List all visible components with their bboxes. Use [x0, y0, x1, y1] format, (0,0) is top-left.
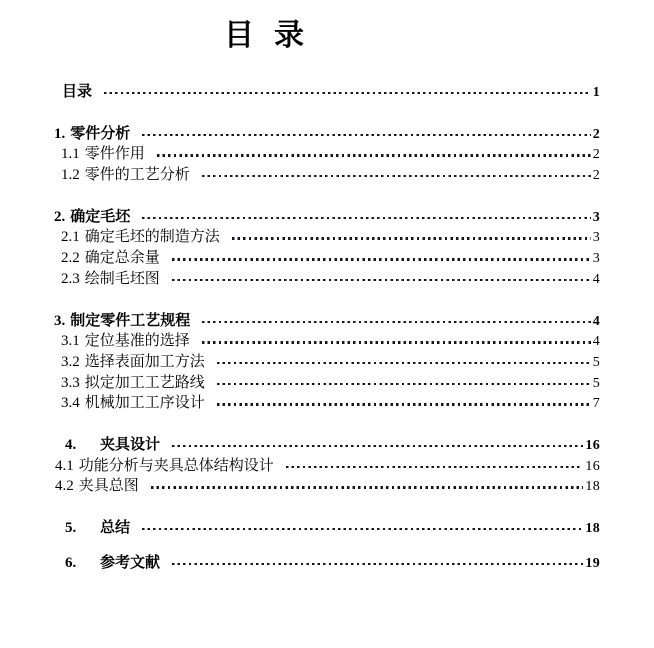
dot-leader — [142, 207, 591, 228]
entry-label: 总结 — [100, 520, 131, 536]
dot-leader — [217, 393, 592, 414]
entry-number: 4.2 — [55, 478, 74, 495]
entry-number: 3. — [54, 312, 66, 329]
entry-label: 参考文献 — [100, 554, 161, 571]
entry-label: 定位基准的选择 — [84, 333, 190, 350]
toc-entry[interactable] — [0, 476, 600, 497]
toc-entry[interactable] — [0, 207, 600, 228]
entry-page-number: 3 — [592, 251, 600, 267]
entry-number: 6. — [65, 554, 77, 571]
dot-leader — [217, 373, 592, 394]
toc-entry[interactable] — [0, 518, 600, 539]
entry-label: 目录 — [62, 84, 93, 100]
entry-number: 2. — [54, 208, 66, 225]
entry-page-number: 5 — [592, 354, 600, 370]
toc-entry[interactable] — [0, 124, 600, 145]
entry-label: 功能分析与夹具总体结构设计 — [78, 457, 274, 474]
entry-number: 2.3 — [61, 270, 80, 287]
toc-entry[interactable] — [0, 456, 600, 477]
dot-leader — [286, 456, 585, 477]
entry-label: 选择表面加工方法 — [84, 353, 205, 370]
entry-label: 零件分析 — [70, 125, 131, 142]
entry-page-number: 4 — [592, 271, 600, 287]
toc-group — [0, 82, 600, 103]
entry-label: 夹具设计 — [100, 436, 161, 453]
entry-page-number: 1 — [592, 85, 600, 100]
entry-page-number: 2 — [592, 126, 600, 142]
entry-label: 零件的工艺分析 — [84, 167, 190, 184]
entry-number: 3.4 — [61, 395, 80, 412]
toc-list — [0, 82, 654, 573]
toc-entry[interactable] — [0, 553, 600, 574]
dot-leader — [104, 82, 592, 103]
dot-leader — [202, 311, 591, 332]
document-page — [0, 21, 654, 648]
toc-entry[interactable] — [0, 352, 600, 373]
toc-entry[interactable] — [0, 165, 600, 186]
toc-entry[interactable] — [0, 373, 600, 394]
entry-page-number: 4 — [592, 313, 600, 329]
toc-group — [0, 518, 600, 539]
entry-label: 制定零件工艺规程 — [70, 312, 191, 329]
dot-leader — [202, 165, 592, 186]
dot-leader — [172, 553, 584, 574]
dot-leader — [157, 144, 592, 165]
toc-entry[interactable] — [0, 311, 600, 332]
toc-entry[interactable] — [0, 269, 600, 290]
entry-number: 5. — [65, 520, 77, 536]
entry-label: 绘制毛坯图 — [84, 270, 160, 287]
entry-label: 夹具总图 — [78, 478, 139, 495]
toc-entry[interactable] — [0, 227, 600, 248]
entry-label: 零件作用 — [84, 146, 145, 163]
dot-leader — [232, 227, 592, 248]
toc-entry[interactable] — [0, 82, 600, 103]
toc-entry[interactable] — [0, 248, 600, 269]
entry-number: 3.1 — [61, 333, 80, 350]
toc-entry[interactable] — [0, 393, 600, 414]
dot-leader — [172, 435, 584, 456]
entry-number: 1.1 — [61, 146, 80, 163]
toc-group — [0, 553, 600, 574]
entry-page-number: 18 — [585, 521, 600, 536]
entry-number: 2.2 — [61, 250, 80, 267]
toc-group — [0, 311, 600, 414]
entry-page-number: 2 — [592, 147, 600, 163]
entry-number: 1. — [54, 125, 66, 142]
entry-label: 确定毛坯的制造方法 — [84, 229, 220, 246]
entry-label: 拟定加工工艺路线 — [84, 374, 205, 391]
page-title: 目录 — [224, 19, 324, 52]
dot-leader — [172, 248, 592, 269]
dot-leader — [151, 476, 585, 497]
toc-group — [0, 207, 600, 290]
entry-page-number: 7 — [592, 396, 600, 412]
entry-number: 3.3 — [61, 374, 80, 391]
entry-number: 3.2 — [61, 353, 80, 370]
dot-leader — [202, 331, 592, 352]
toc-entry[interactable] — [0, 331, 600, 352]
entry-number: 4. — [65, 436, 77, 453]
entry-label: 机械加工工序设计 — [84, 395, 205, 412]
dot-leader — [217, 352, 592, 373]
entry-page-number: 19 — [585, 555, 600, 571]
dot-leader — [142, 124, 591, 145]
toc-group — [0, 124, 600, 186]
dot-leader — [172, 269, 592, 290]
entry-page-number: 16 — [585, 458, 600, 474]
toc-entry[interactable] — [0, 144, 600, 165]
dot-leader — [142, 518, 584, 539]
entry-label: 确定总余量 — [84, 250, 160, 267]
entry-label: 确定毛坯 — [70, 208, 131, 225]
entry-page-number: 3 — [592, 230, 600, 246]
entry-page-number: 3 — [592, 209, 600, 225]
toc-entry[interactable] — [0, 435, 600, 456]
entry-page-number: 2 — [592, 168, 600, 184]
entry-number: 1.2 — [61, 167, 80, 184]
entry-page-number: 18 — [585, 479, 600, 495]
entry-number: 4.1 — [55, 457, 74, 474]
toc-group — [0, 435, 600, 497]
entry-page-number: 16 — [585, 437, 600, 453]
entry-page-number: 4 — [592, 334, 600, 350]
entry-page-number: 5 — [592, 375, 600, 391]
entry-number: 2.1 — [61, 229, 80, 246]
